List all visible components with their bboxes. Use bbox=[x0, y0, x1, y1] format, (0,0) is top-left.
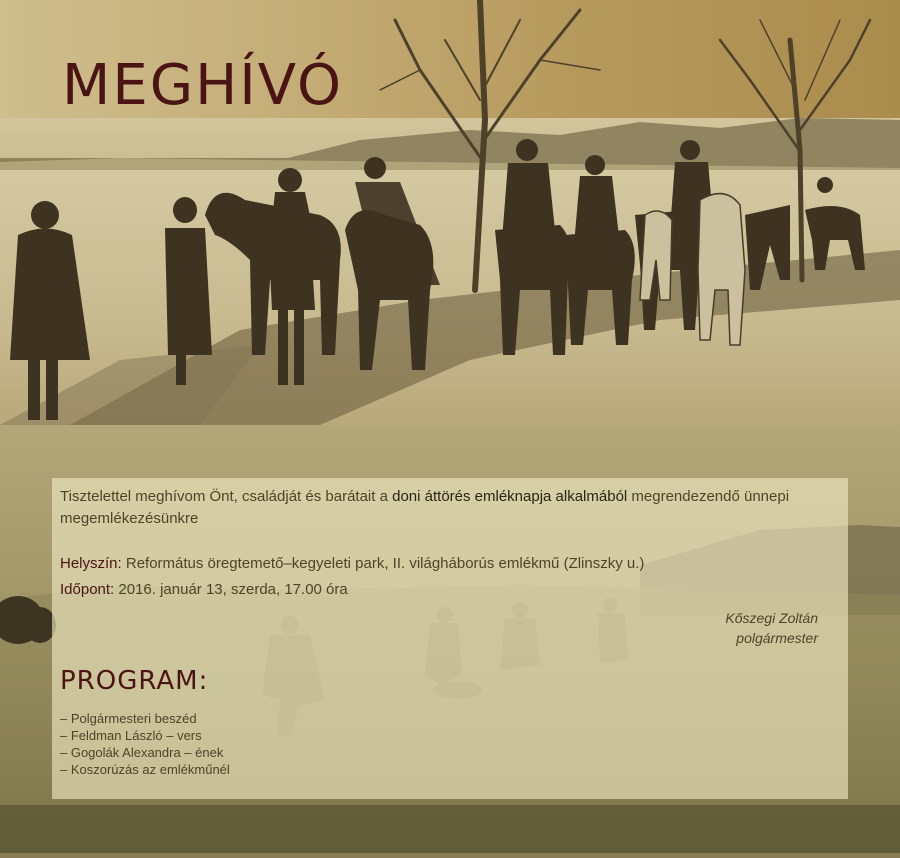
location-value: Református öregtemető–kegyeleti park, II. világháborús emlékmű (Zlinszky u.) bbox=[125, 555, 645, 572]
invitation-panel bbox=[52, 478, 848, 799]
signature-block bbox=[725, 608, 818, 648]
time-label: Időpont: bbox=[60, 581, 115, 598]
signature-role: polgármester bbox=[736, 630, 818, 646]
program-item: – Koszorúzás az emlékműnél bbox=[60, 762, 230, 777]
invitation-intro bbox=[60, 486, 840, 530]
invitation-title: MEGHÍVÓ bbox=[62, 53, 344, 118]
program-list bbox=[60, 710, 230, 778]
time-row bbox=[60, 580, 348, 600]
program-title: PROGRAM: bbox=[60, 666, 209, 696]
intro-text-after: megrendezendő ünnepi megemlékezésünkre bbox=[60, 488, 790, 527]
location-row bbox=[60, 554, 644, 574]
program-item: – Polgármesteri beszéd bbox=[60, 711, 197, 726]
program-item: – Gogolák Alexandra – ének bbox=[60, 745, 224, 760]
time-value: 2016. január 13, szerda, 17.00 óra bbox=[118, 581, 348, 598]
location-label: Helyszín: bbox=[60, 555, 122, 572]
intro-highlight: doni áttörés emléknapja alkalmából bbox=[392, 488, 628, 505]
program-item: – Feldman László – vers bbox=[60, 728, 202, 743]
signature-name: Kőszegi Zoltán bbox=[725, 610, 818, 626]
intro-text-before: Tisztelettel meghívom Önt, családját és barátait a bbox=[60, 488, 393, 505]
